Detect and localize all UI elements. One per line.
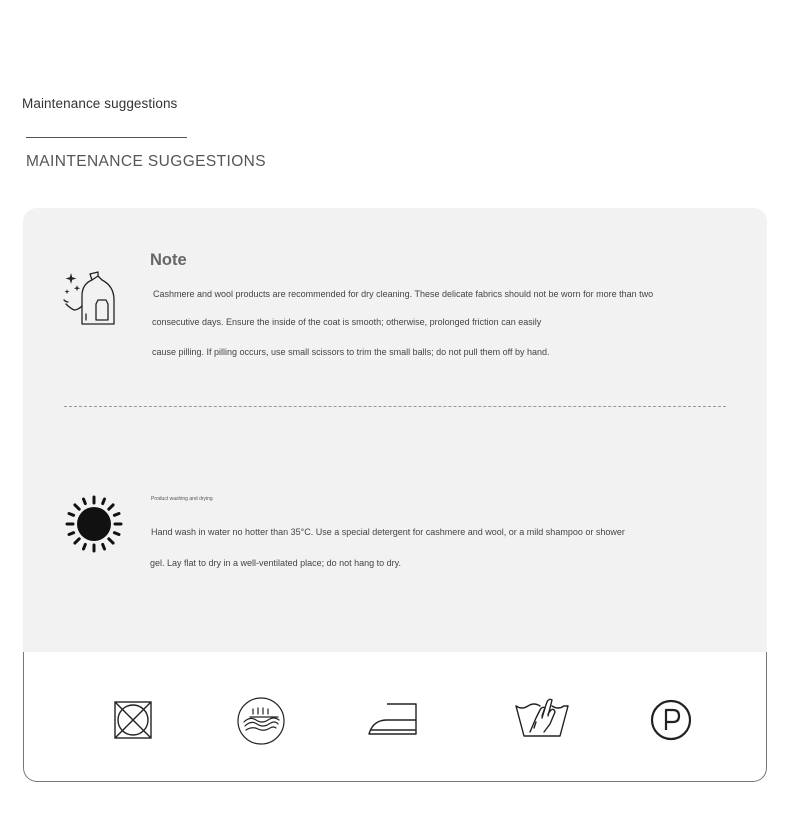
section-subtitle: MAINTENANCE SUGGESTIONS <box>26 153 267 170</box>
wash-line-2: gel. Lay flat to dry in a well-ventilated place; do not hang to dry. <box>150 558 401 568</box>
professional-dry-clean-icon <box>650 699 692 741</box>
hand-wash-icon <box>514 694 570 740</box>
lay-flat-dry-icon <box>236 696 286 746</box>
section-title: Maintenance suggestions <box>22 96 178 111</box>
note-line-1: Cashmere and wool products are recommended for dry cleaning. These delicate fabrics should not be worn for more than two <box>153 289 654 299</box>
iron-icon <box>367 702 419 738</box>
title-underline <box>26 137 187 138</box>
note-line-2: consecutive days. Ensure the inside of the coat is smooth; otherwise, prolonged friction can easily <box>152 317 542 327</box>
dashed-divider <box>64 406 726 407</box>
care-panel <box>23 208 767 653</box>
note-title: Note <box>150 251 187 269</box>
sun-icon <box>65 495 123 553</box>
cleaning-bottle-icon <box>62 270 118 328</box>
wash-line-1: Hand wash in water no hotter than 35°C. Use a special detergent for cashmere and wool, or a mild shampoo or shower <box>151 527 625 537</box>
wash-heading: Product washing and drying <box>151 496 213 502</box>
do-not-tumble-dry-icon <box>113 700 153 740</box>
note-line-3: cause pilling. If pilling occurs, use small scissors to trim the small balls; do not pull them off by hand. <box>152 347 550 357</box>
